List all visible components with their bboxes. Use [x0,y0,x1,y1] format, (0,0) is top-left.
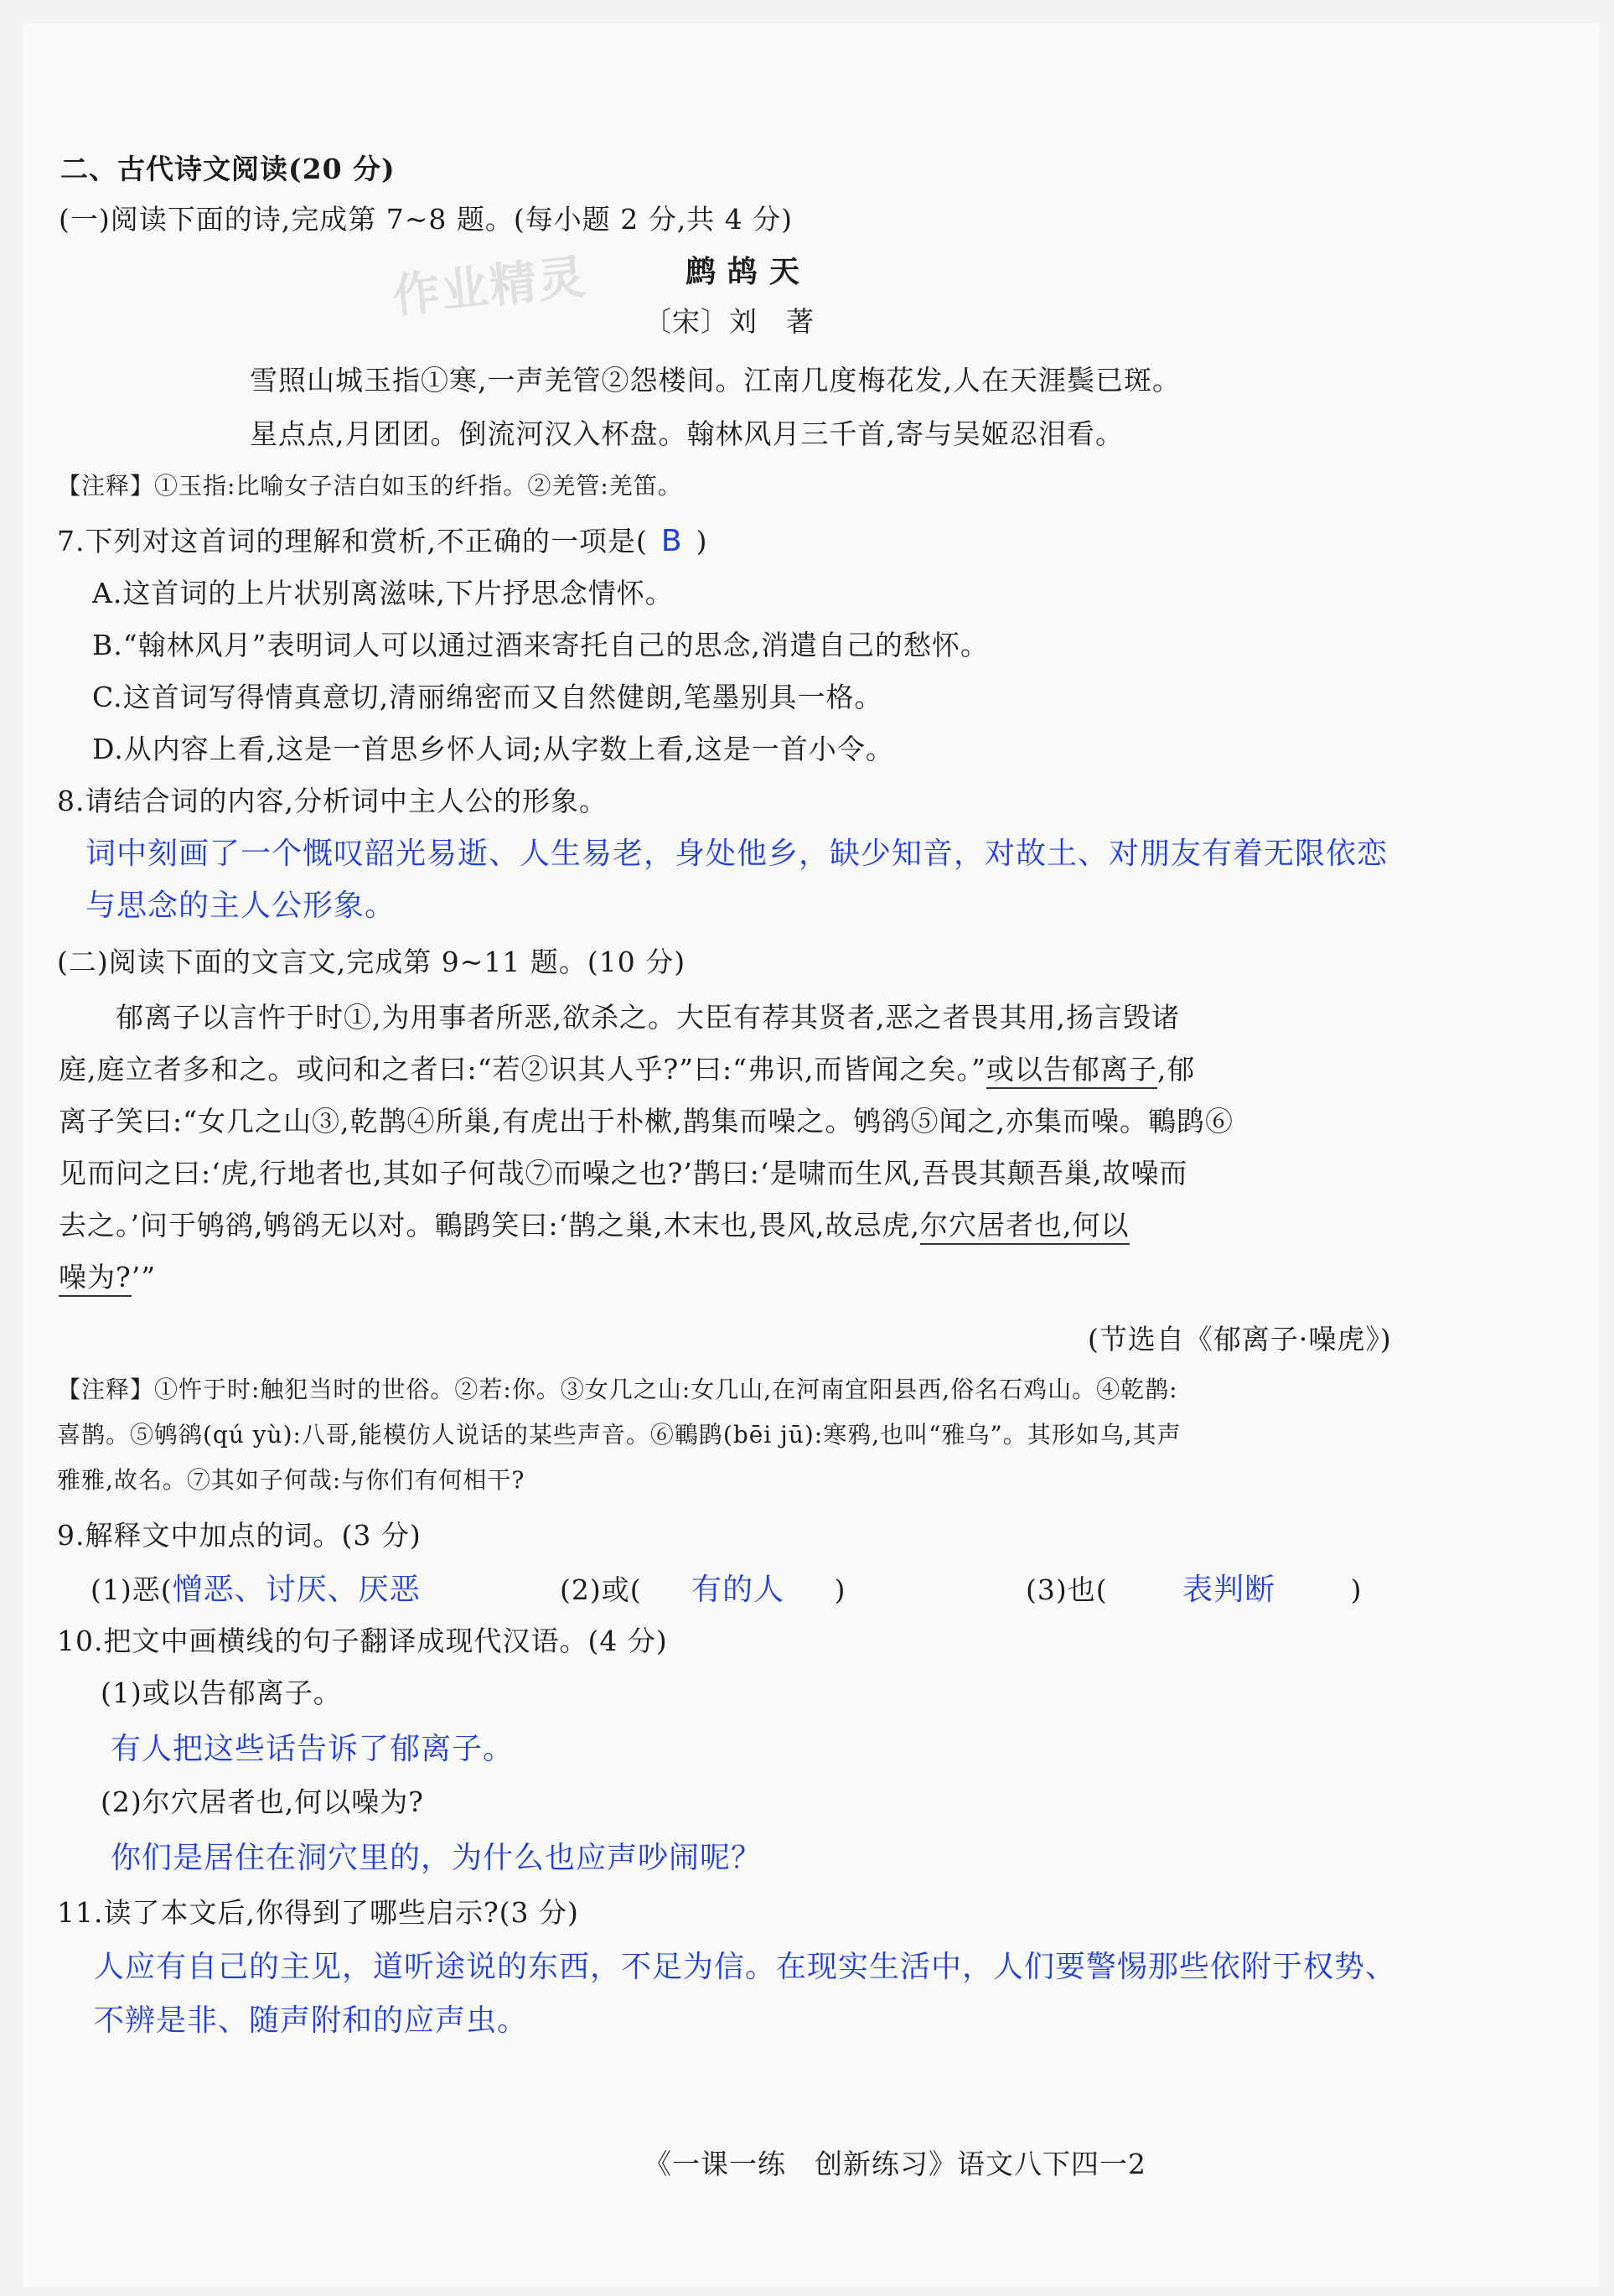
q9-answer-2: 有的人 [691,1573,785,1607]
passage-line-2: 庭,庭立者多和之。或问和之者曰:“若②识其人乎?”曰:“弗识,而皆闻之矣。”或以告郁离子,郁 [59,1048,1195,1087]
q7-option-c: C.这首词写得情真意切,清丽绵密而又自然健朗,笔墨别具一格。 [92,681,883,713]
watermark-logo: 作业精灵 [390,250,590,324]
part1-instruction: (一)阅读下面的诗,完成第 7~8 题。(每小题 2 分,共 4 分) [59,203,794,236]
underlined-sentence-1: 或以告郁离子 [986,1053,1157,1089]
passage-note-1: 【注释】①忤于时:触犯当时的世俗。②若:你。③女几之山:女几山,在河南宜阳县西,俗名石鸡山。④乾鹊: [57,1376,1178,1403]
passage-line-1: 郁离子以言忤于时①,为用事者所恶,欲杀之。大臣有荐其贤者,恶之者畏其用,扬言毁诸 [116,1001,1180,1034]
q11-answer-line-1: 人应有自己的主见，道听途说的东西，不足为信。在现实生活中，人们要警惕那些依附于权势、 [94,1950,1397,1984]
q9-item-2: (2)或( 有的人 ) [560,1566,846,1609]
q9-item-1: (1)恶(憎恶、讨厌、厌恶 [91,1573,421,1607]
poem-line-2: 星点点,月团团。倒流河汉入杯盘。翰林风月三千首,寄与吴姬忍泪看。 [250,417,1124,450]
section-title: 二、古代诗文阅读(20 分) [60,153,396,185]
passage-line-4: 见而问之曰:‘虎,行地者也,其如子何哉⑦而噪之也?’鹊曰:‘是啸而生风,吾畏其颠吾巢,故噪而 [59,1157,1188,1189]
q9-answer-1: 憎恶、讨厌、厌恶 [172,1573,421,1607]
q8-stem: 8.请结合词的内容,分析词中主人公的形象。 [57,785,608,817]
q7-option-a: A.这首词的上片状别离滋味,下片抒思念情怀。 [92,577,674,609]
q9-answer-3: 表判断 [1182,1573,1276,1607]
q10-sub-2: (2)尔穴居者也,何以噪为? [101,1785,424,1818]
q10-sub-1: (1)或以告郁离子。 [101,1677,342,1709]
q8-answer-line-1: 词中刻画了一个慨叹韶光易逝、人生易老，身处他乡，缺少知音，对故土、对朋友有着无限依恋 [85,837,1389,871]
q9-item-3: (3)也( 表判断 ) [1026,1566,1363,1609]
passage-line-5: 去之。’问于鸲鹆,鸲鹆无以对。鶤鹍笑曰:‘鹊之巢,木末也,畏风,故忌虎,尔穴居者也,何以 [59,1204,1130,1243]
q9-stem: 9.解释文中加点的词。(3 分) [57,1519,422,1552]
q7-stem: 7.下列对这首词的理解和赏析,不正确的一项是( B ) [57,524,708,558]
worksheet-page [23,23,1599,2287]
passage-line-3: 离子笑曰:“女几之山③,乾鹊④所巢,有虎出于朴樕,鹊集而噪之。鸲鹆⑤闻之,亦集而噪。鶤鹍⑥ [59,1105,1234,1138]
poem-title: 鹧鸪天 [685,254,812,289]
underlined-sentence-2a: 尔穴居者也,何以 [920,1209,1130,1245]
q11-answer-line-2: 不辨是非、随声附和的应声虫。 [94,2003,529,2038]
q7-option-d: D.从内容上看,这是一首思乡怀人词;从字数上看,这是一首小令。 [92,733,894,765]
passage-source: (节选自《郁离子·噪虎》) [1088,1323,1392,1355]
poem-note: 【注释】①玉指:比喻女子洁白如玉的纤指。②羌管:羌笛。 [57,472,682,500]
passage-line-6: 噪为?’” [59,1256,156,1295]
q7-answer: B [660,524,683,558]
page-footer: 《一课一练 创新练习》语文八下四一2 [644,2148,1146,2180]
q11-stem: 11.读了本文后,你得到了哪些启示?(3 分) [57,1896,579,1929]
q10-answer-2: 你们是居住在洞穴里的，为什么也应声吵闹呢？ [111,1841,763,1875]
passage-note-3: 雅雅,故名。⑦其如子何哉:与你们有何相干? [57,1466,525,1494]
passage-note-2: 喜鹊。⑤鸲鹆(qú yù):八哥,能模仿人说话的某些声音。⑥鶤鹍(bēi jū):寒鸦,也叫“雅乌”。其形如乌,其声 [57,1421,1182,1449]
poem-author: 〔宋〕刘 著 [644,305,815,338]
q8-answer-line-2: 与思念的主人公形象。 [85,889,396,923]
q10-answer-1: 有人把这些话告诉了郁离子。 [111,1732,515,1766]
underlined-sentence-2b: 噪为? [59,1261,132,1297]
part2-instruction: (二)阅读下面的文言文,完成第 9~11 题。(10 分) [57,946,686,978]
q10-stem: 10.把文中画横线的句子翻译成现代汉语。(4 分) [57,1625,668,1657]
poem-line-1: 雪照山城玉指①寒,一声羌管②怨楼间。江南几度梅花发,人在天涯鬓已斑。 [250,364,1181,396]
q7-option-b: B.“翰林风月”表明词人可以通过酒来寄托自己的思念,消遣自己的愁怀。 [92,629,989,661]
